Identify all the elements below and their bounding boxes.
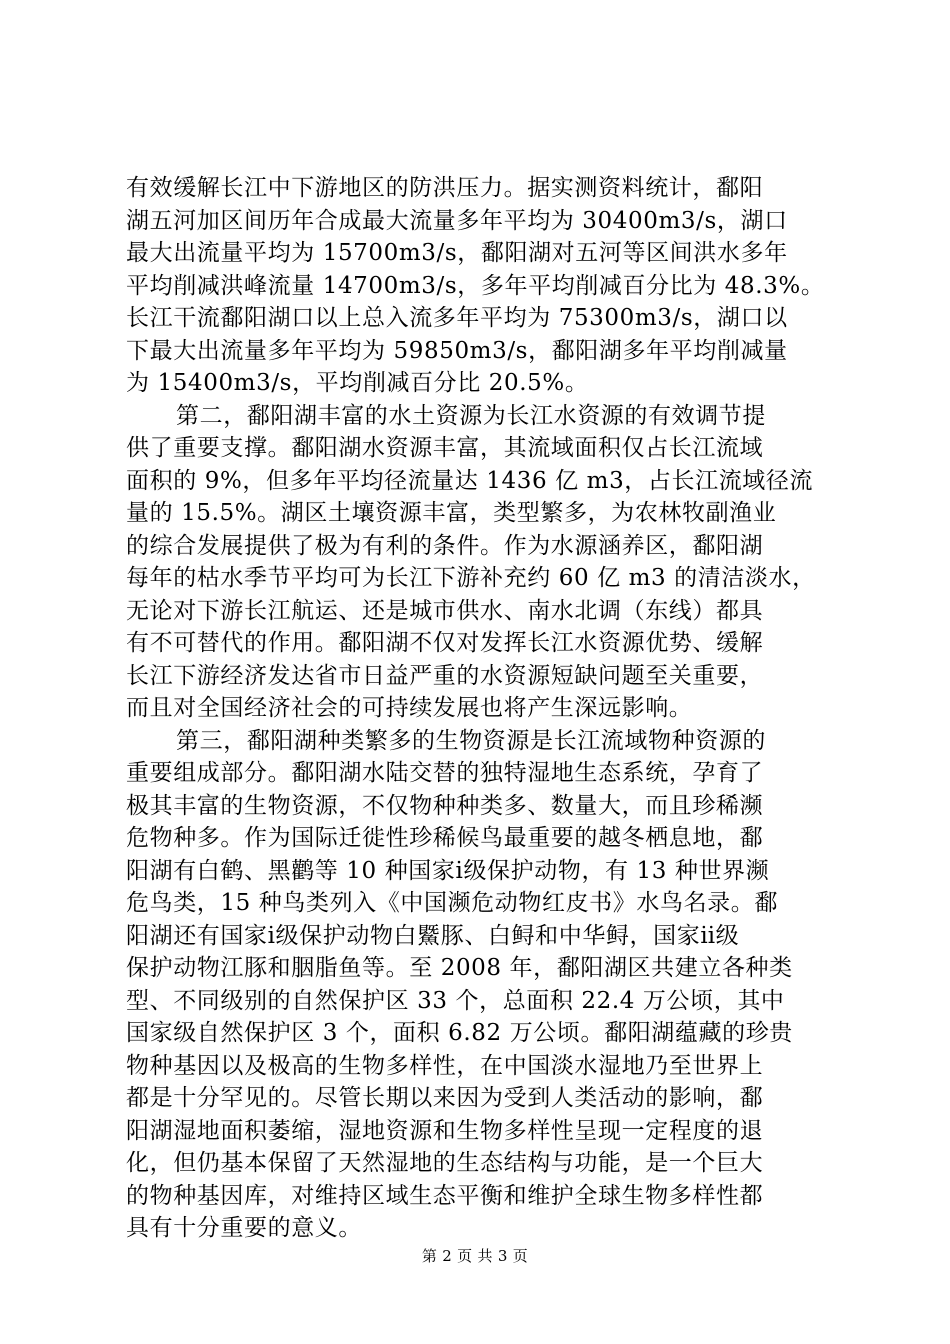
text-line: 都是十分罕见的。尽管长期以来因为受到人类活动的影响，鄱 (126, 1085, 764, 1111)
text-line: 阳湖有白鹤、黑鹳等 10 种国家ⅰ级保护动物，有 13 种世界濒 (126, 857, 770, 884)
text-line: 阳湖还有国家ⅰ级保护动物白鱀豚、白鲟和中华鲟，国家ⅱ级 (126, 922, 740, 949)
page-number: 第 2 页 共 3 页 (421, 1247, 529, 1265)
text-line: 具有十分重要的意义。 (126, 1215, 362, 1241)
text-line: 量的 15.5%。湖区土壤资源丰富，类型繁多，为农林牧副渔业 (126, 500, 777, 526)
text-line: 的物种基因库，对维持区域生态平衡和维护全球生物多样性都 (126, 1182, 764, 1209)
text-line: 而且对全国经济社会的可持续发展也将产生深远影响。 (126, 695, 693, 721)
text-line: 阳湖湿地面积萎缩，湿地资源和生物多样性呈现一定程度的退 (126, 1117, 764, 1144)
text-line: 重要组成部分。鄱阳湖水陆交替的独特湿地生态系统，孕育了 (126, 760, 764, 786)
text-line: 化，但仍基本保留了天然湿地的生态结构与功能，是一个巨大 (126, 1150, 764, 1176)
document-body (126, 172, 836, 1245)
text-line: 极其丰富的生物资源，不仅物种种类多、数量大，而且珍稀濒 (126, 792, 764, 819)
text-line: 危物种多。作为国际迁徙性珍稀候鸟最重要的越冬栖息地，鄱 (126, 825, 764, 851)
text-line: 国家级自然保护区 3 个，面积 6.82 万公顷。鄱阳湖蕴藏的珍贵 (126, 1020, 793, 1046)
text-line: 湖五河加区间历年合成最大流量多年平均为 30400m3/s，湖口 (126, 207, 788, 234)
text-line: 下最大出流量多年平均为 59850m3/s，鄱阳湖多年平均削减量 (126, 337, 788, 364)
text-line: 的综合发展提供了极为有利的条件。作为水源涵养区，鄱阳湖 (126, 532, 764, 559)
text-line: 供了重要支撑。鄱阳湖水资源丰富，其流域面积仅占长江流域 (126, 435, 764, 461)
text-line: 为 15400m3/s，平均削减百分比 20.5%。 (126, 370, 589, 396)
paragraph-start-line: 第二，鄱阳湖丰富的水土资源为长江水资源的有效调节提 (176, 402, 766, 429)
paragraph-start-line: 第三，鄱阳湖种类繁多的生物资源是长江流域物种资源的 (176, 727, 766, 754)
text-line: 平均削减洪峰流量 14700m3/s，多年平均削减百分比为 48.3%。 (126, 272, 825, 299)
text-line: 长江干流鄱阳湖口以上总入流多年平均为 75300m3/s，湖口以 (126, 305, 788, 331)
text-line: 每年的枯水季节平均可为长江下游补充约 60 亿 m3 的清洁淡水， (126, 565, 816, 591)
text-line: 保护动物江豚和胭脂鱼等。至 2008 年，鄱阳湖区共建立各种类 (126, 955, 793, 981)
text-line: 型、不同级别的自然保护区 33 个，总面积 22.4 万公顷，其中 (126, 987, 785, 1014)
text-line: 最大出流量平均为 15700m3/s，鄱阳湖对五河等区间洪水多年 (126, 240, 788, 266)
text-line: 危鸟类，15 种鸟类列入《中国濒危动物红皮书》水鸟名录。鄱 (126, 890, 778, 916)
text-line: 物种基因以及极高的生物多样性，在中国淡水湿地乃至世界上 (126, 1052, 764, 1079)
text-line: 无论对下游长江航运、还是城市供水、南水北调（东线）都具 (126, 597, 764, 624)
text-line: 有不可替代的作用。鄱阳湖不仅对发挥长江水资源优势、缓解 (126, 630, 764, 656)
text-line: 有效缓解长江中下游地区的防洪压力。据实测资料统计，鄱阳 (126, 175, 764, 201)
text-line: 面积的 9%，但多年平均径流量达 1436 亿 m3，占长江流域径流 (126, 467, 814, 494)
text-line: 长江下游经济发达省市日益严重的水资源短缺问题至关重要， (126, 662, 764, 689)
